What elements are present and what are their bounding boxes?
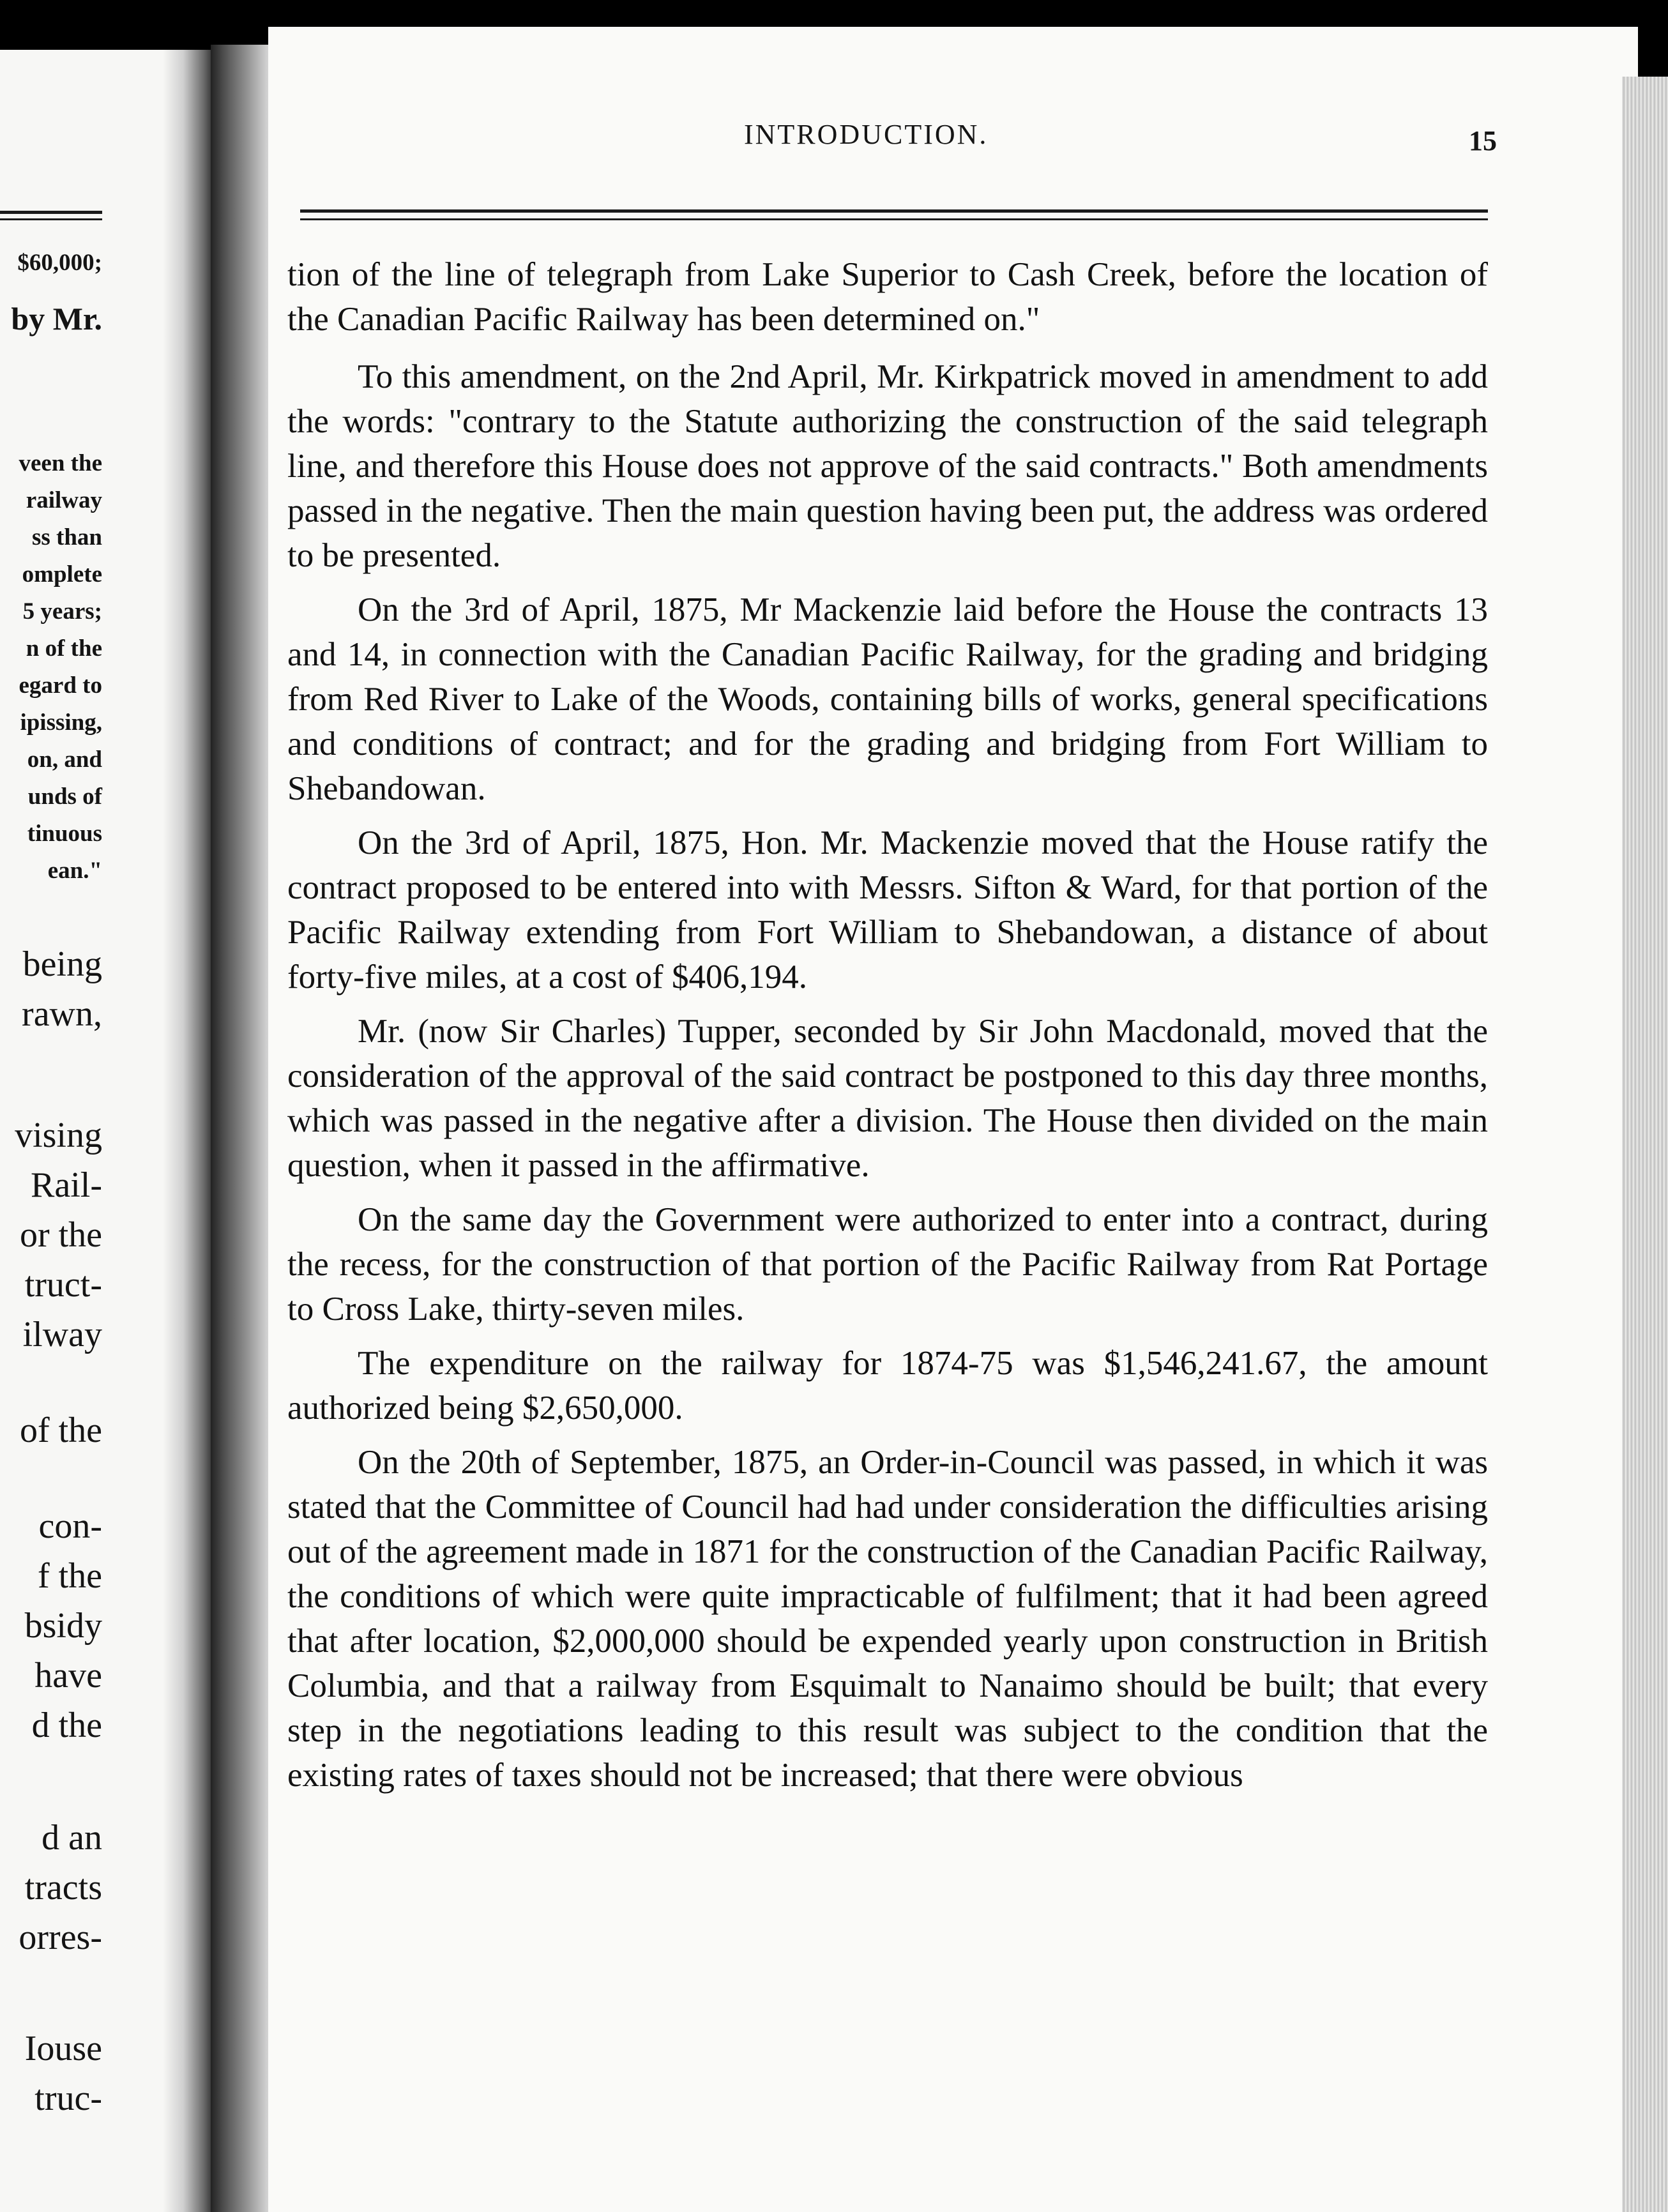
left-line: ilway — [22, 1315, 102, 1354]
body-text — [287, 252, 1488, 1807]
left-line: veen the — [19, 450, 102, 476]
left-line: vising — [15, 1116, 102, 1155]
left-line: railway — [26, 487, 102, 513]
paragraph: tion of the line of telegraph from Lake Superior to Cash Creek, before the location of the Canadian Pacific Railway has been determined on." — [287, 256, 1488, 338]
header-rule-thick — [300, 209, 1488, 213]
paragraph: To this amendment, on the 2nd April, Mr. Kirkpatrick moved in amendment to add the words: "contrary to the Statute authorizing the construction of the said telegraph line, and therefore this House does not approve of the said contracts." Both amendments passed in the negative. Then the main question having been put, the address was ordered to be presented. — [287, 358, 1488, 574]
paragraph: The expenditure on the railway for 1874-75 was $1,546,241.67, the amount authorized being $2,650,000. — [287, 1345, 1488, 1427]
page-number: 15 — [1469, 125, 1497, 156]
left-line: rawn, — [22, 994, 102, 1034]
left-line: omplete — [22, 561, 102, 587]
left-line: being — [22, 944, 102, 984]
left-line: unds of — [27, 784, 102, 810]
running-head: INTRODUCTION. — [744, 119, 989, 150]
left-line: $60,000; — [17, 250, 102, 276]
left-line: 5 years; — [22, 598, 102, 625]
left-line: ipissing, — [20, 709, 102, 736]
left-line: con- — [38, 1506, 102, 1546]
left-line: on, and — [27, 746, 102, 773]
header-rule-thin — [300, 218, 1488, 220]
left-line: by Mr. — [11, 301, 102, 337]
left-line: have — [34, 1656, 102, 1695]
left-line: or the — [19, 1215, 102, 1255]
page-edges — [1622, 77, 1668, 2212]
left-line: f the — [37, 1556, 102, 1596]
book-spine — [211, 45, 271, 2212]
left-line: ean." — [47, 858, 102, 884]
left-line: bsidy — [24, 1606, 102, 1646]
gutter-shadow — [163, 50, 214, 2212]
paragraph: On the 3rd of April, 1875, Hon. Mr. Mackenzie moved that the House ratify the contract proposed to be entered into with Messrs. Sifton & Ward, for that portion of the Pacific Railway extending from Fort William to Shebandowan, a distance of about forty-five miles, at a cost of $406,194. — [287, 824, 1488, 996]
paragraph: On the same day the Government were authorized to enter into a contract, during the recess, for the construction of that portion of the Pacific Railway from Rat Portage to Cross Lake, thirty-seven miles. — [287, 1201, 1488, 1328]
left-line: truc- — [34, 2079, 102, 2118]
left-line: tinuous — [27, 821, 102, 847]
left-page-rule-thin — [0, 218, 102, 220]
left-line: Rail- — [31, 1165, 102, 1205]
left-line: tracts — [24, 1868, 102, 1907]
left-line: d an — [42, 1818, 102, 1858]
left-line: Iouse — [24, 2029, 102, 2068]
left-line: truct- — [24, 1265, 102, 1305]
left-line: of the — [19, 1411, 102, 1450]
left-line: d the — [31, 1706, 102, 1745]
paragraph: Mr. (now Sir Charles) Tupper, seconded by Sir John Macdonald, moved that the consideration of the approval of the said contract be postponed to this day three months, which was passed in the negative after a division. The House then divided on the main question, when it passed in the affirmative. — [287, 1013, 1488, 1184]
left-line: egard to — [19, 672, 102, 699]
left-line: ss than — [31, 524, 102, 550]
paragraph: On the 20th of September, 1875, an Order-in-Council was passed, in which it was stated that the Committee of Council had had under consideration the difficulties arising out of the agreement made in 1871 for the construction of the Canadian Pacific Railway, the conditions of which were quite impracticable of fulfilment; that it had been agreed that after location, $2,000,000 should be expended yearly upon construction in British Columbia, and that a railway from Esquimalt to Nanaimo should be built; that every step in the negotiations leading to this result was subject to the condition that the existing rates of taxes should not be increased; that there were obvious — [287, 1444, 1488, 1794]
left-line: orres- — [19, 1918, 102, 1957]
left-page-rule — [0, 211, 102, 214]
left-line: n of the — [26, 635, 102, 662]
paragraph: On the 3rd of April, 1875, Mr Mackenzie laid before the House the contracts 13 and 14, in connection with the Canadian Pacific Railway, for the grading and bridging from Red River to Lake of the Woods, containing bills of works, general specifications and conditions of contract; and for the grading and bridging from Fort William to Shebandowan. — [287, 591, 1488, 807]
